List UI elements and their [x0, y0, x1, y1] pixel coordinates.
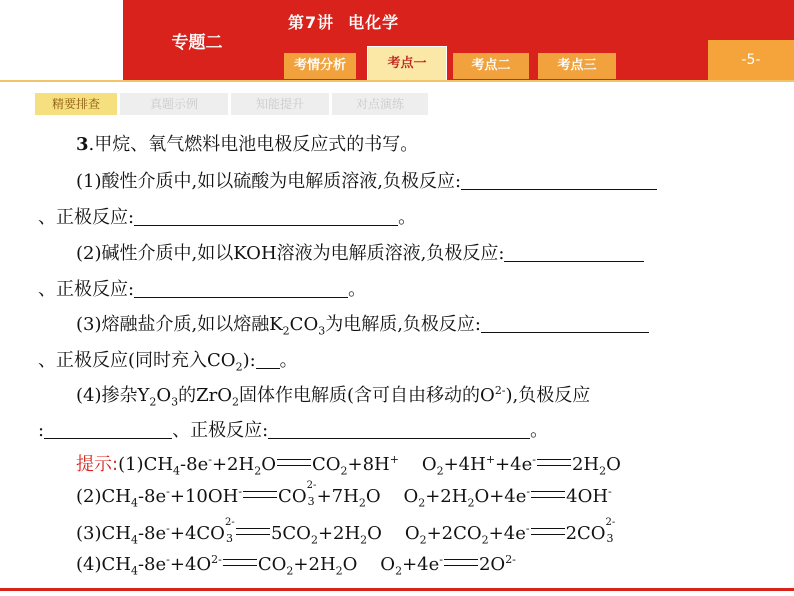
question-3: (3)熔融盐介质,如以熔融$K_2CO_3$为电解质,负极反应: [76, 310, 649, 338]
question-3-cont: 、正极反应(同时充入$CO_2$): 。 [38, 350, 298, 374]
question-title: 3.甲烷、氧气燃料电池电极反应式的书写。 [76, 134, 419, 155]
lecture-number: 第7讲 [288, 13, 335, 32]
answer-blank[interactable] [134, 279, 348, 298]
lecture-name: 电化学 [348, 13, 400, 32]
question-4-cont: : 、正极反应: 。 [38, 420, 549, 441]
answer-blank[interactable] [268, 420, 530, 439]
tab-point-one[interactable]: 考点一 [367, 46, 447, 82]
page-number: -5- [708, 40, 794, 80]
tab-point-three[interactable]: 考点三 [538, 53, 616, 79]
hint-line-4: $(4)CH_4-8e^-+4O^{2-}$ $CO_2+2H_2O$ $O_2+4e^-$ $2O^{2-}$ [76, 553, 516, 578]
hint-line-3: $(3)CH_4-8e^-+4CO$ 2- 3 $5CO_2+2H_2O$ $O_2+2CO_2+4e^-$ 2CO 2- 3 [76, 517, 616, 547]
subtab-practice[interactable]: 对点演练 [332, 93, 428, 115]
footer-divider [0, 588, 794, 591]
tab-point-two[interactable]: 考点二 [453, 53, 529, 79]
hint-line-1: 提示$:(1)CH_4-8e^-+2H_2O$ $CO_2+8H^+$ $O_2+4H^++4e^-$ $2H_2O$ [76, 453, 621, 478]
answer-blank[interactable] [481, 314, 649, 333]
equals-sign [236, 528, 270, 535]
subtab-skill-improve[interactable]: 知能提升 [231, 93, 329, 115]
answer-blank[interactable] [504, 243, 644, 262]
answer-blank[interactable] [461, 171, 657, 190]
header-divider [0, 80, 794, 82]
equals-sign [223, 559, 257, 566]
equals-sign [537, 459, 571, 466]
hint-line-2: $(2)CH_4-8e^-+10OH^-$ CO 2- 3 $+7H_2O$ $O_2+2H_2O+4e^-$ 4OH- [76, 480, 612, 510]
question-1-cont: 、正极反应: 。 [38, 207, 417, 228]
answer-blank[interactable] [256, 350, 280, 369]
hint-label: 提示: [76, 454, 119, 475]
question-1: (1)酸性介质中,如以硫酸为电解质溶液,负极反应: [76, 167, 657, 193]
equals-sign [277, 459, 311, 466]
answer-blank[interactable] [134, 207, 398, 226]
question-2: (2)碱性介质中,如以KOH溶液为电解质溶液,负极反应: [76, 239, 644, 265]
equals-sign [444, 559, 478, 566]
question-2-cont: 、正极反应: 。 [38, 279, 367, 300]
lecture-title [288, 10, 413, 33]
tab-exam-analysis[interactable]: 考情分析 [284, 53, 356, 79]
equals-sign [531, 528, 565, 535]
equals-sign [531, 491, 565, 498]
subtab-review[interactable]: 精要排查 [35, 93, 117, 115]
topic-label: 专题二 [171, 33, 223, 53]
question-4: (4)掺杂$Y_2O_3$的ZrO$_2$固体作电解质(含可自由移动的$O^{2-}$),负极反应 [76, 384, 591, 409]
equals-sign [243, 491, 277, 498]
answer-blank[interactable] [44, 420, 172, 439]
subtab-exam-examples[interactable]: 真题示例 [120, 93, 228, 115]
